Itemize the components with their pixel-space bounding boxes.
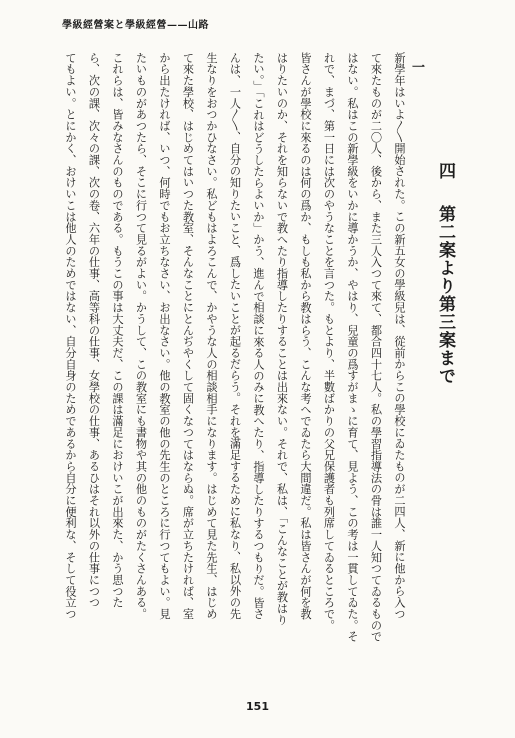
- body-line: から出たければ、いつ、何時でもお立ちなさい、お出なさい。他の教室の他の先生のところに行つてもよい。見: [158, 52, 171, 620]
- body-line: 生なりをおつかひなさい。私どもはよろこんで、かやうな人の相談相手になります。はじめて見た先生、はじめ: [205, 52, 218, 620]
- body-line: てもよい。とにかく、おけいこは他人のためではない、自分自身のためであるから自分に便利な、そして役立つ: [64, 52, 77, 620]
- running-head: 學級經營案と學級經營——山路: [62, 20, 209, 31]
- body-line: はない。私はこの新學級をいかに導かうか、やはり、兒童の爲すがまゝに育て、見よう、この考は一貫してゐた。そ: [346, 52, 359, 643]
- body-line: 新學年はいよ〳〵開始された。この新五女の學級兒は、從前からこの學校にゐたものが二四人、新に他から入つ: [393, 52, 406, 620]
- chapter-number: 四: [435, 162, 455, 179]
- page-number: 151: [246, 700, 269, 713]
- body-line: て來た學校、はじめてはいつた教室、そんなことにとんぢやくして固くなつてはならぬ。席が立ちたければ、室: [181, 52, 195, 620]
- body-line: て來たものが二〇人、後から、また三人入つて來て、都合四十七人。私の學習指導法の骨は誰一人知つてゐるもので: [369, 52, 383, 643]
- body-line: これらは、皆みなさんのものである。もうこの事は大丈夫だ、この課は滿足におけいこが出來た、かう思つた: [111, 52, 124, 609]
- body-line: れで、まづ、第一日には次のやうなことを言つた。もとより、半數ばかりの父兄保護者も列席してゐるところで。: [322, 52, 336, 631]
- body-line: たいものがあつたら、そこに行つて見るがよい。かうして、この教室にも書物や其の他のものがたくさんある。: [134, 52, 148, 620]
- body-line: ら、次の課、次々の課、次の卷、六年の仕事、高等科の仕事、女學校の仕事、あるひはそれ以外の仕事につつ: [87, 52, 101, 609]
- body-line: はりたいのか、それを知らないで教へたり指導したりすることは出來ない。それで、私は、「こんなことが教はり: [275, 52, 289, 626]
- body-line: 皆さんが學校に來るのは何の爲か、もしも私から教はらう、こんな考へでゐたら大間違だ。私は皆さんが何を教: [299, 52, 312, 620]
- section-number: 一: [409, 60, 424, 73]
- body-text: [51, 52, 411, 680]
- body-line: んは、一人〳〵、自分の知りたいこと、爲したいことが起るだらう。それを滿足するために私なり、私以外の先: [228, 52, 242, 620]
- chapter-title: 第二案より第三案まで: [435, 205, 455, 385]
- body-line: たい。」「これはどうしたらよいか」かう、進んで相談に來る人のみに教へたり、指導したりするつもりだ。皆さ: [252, 52, 265, 620]
